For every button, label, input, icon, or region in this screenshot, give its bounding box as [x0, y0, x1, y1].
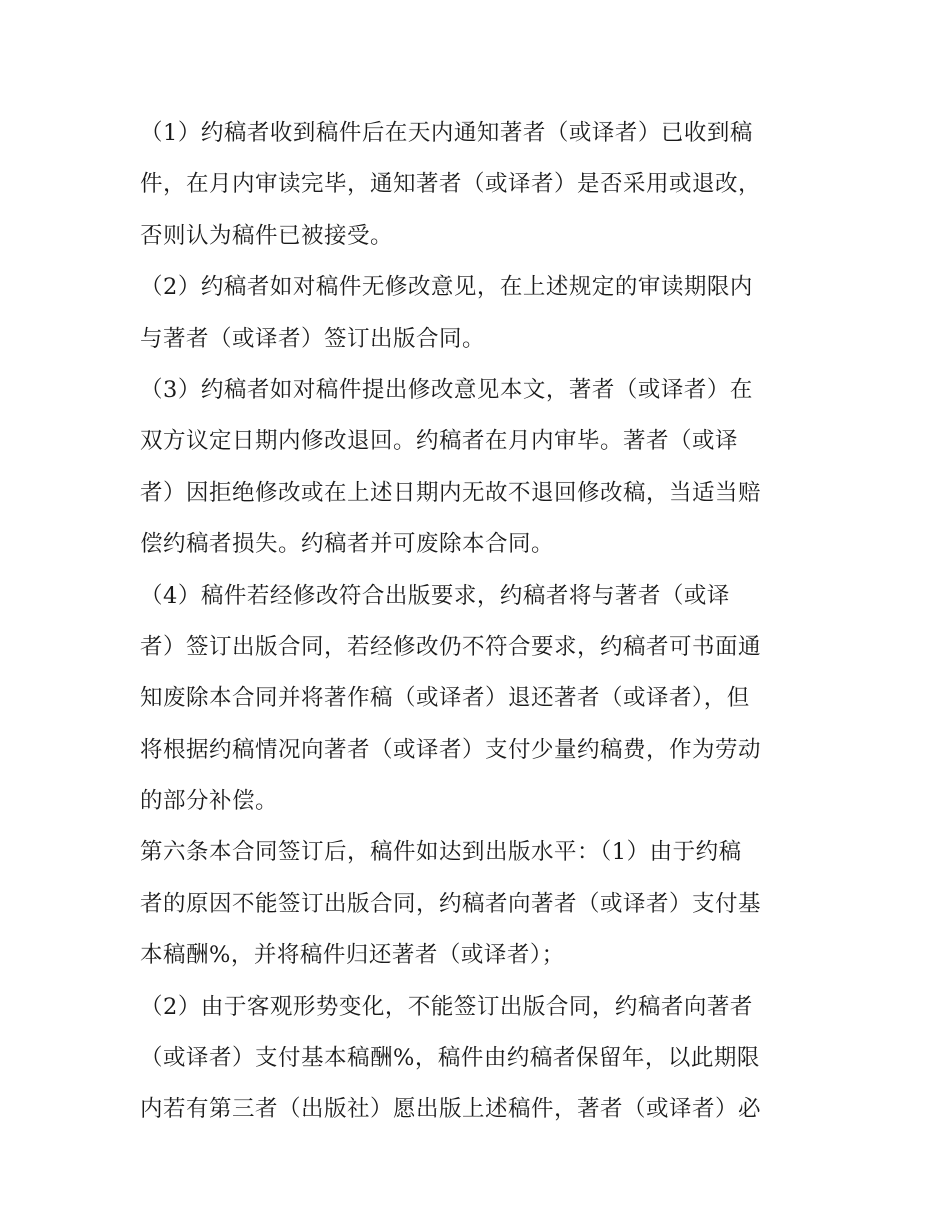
text-line: 者）因拒绝修改或在上述日期内无故不退回修改稿，当适当赔 [140, 479, 762, 506]
text-line: （1）约稿者收到稿件后在天内通知著者（或译者）已收到稿 [140, 120, 753, 146]
text-line: 知废除本合同并将著作稿（或译者）退还著者（或译者），但 [140, 685, 750, 712]
document-body [140, 108, 815, 1136]
text-line: 将根据约稿情况向著者（或译者）支付少量约稿费，作为劳动 [140, 736, 762, 763]
text-line: 双方议定日期内修改退回。约稿者在月内审毕。著者（或译 [140, 428, 739, 455]
text-line: 件，在月内审读完毕，通知著者（或译者）是否采用或退改， [140, 171, 762, 198]
text-line: 内若有第三者（出版社）愿出版上述稿件，著者（或译者）必 [140, 1096, 762, 1123]
text-line: 否则认为稿件已被接受。 [140, 222, 394, 249]
text-line: 偿约稿者损失。约稿者并可废除本合同。 [140, 531, 555, 558]
text-line: （2）由于客观形势变化，不能签订出版合同，约稿者向著者 [140, 993, 753, 1020]
text-line: （3）约稿者如对稿件提出修改意见本文，著者（或译者）在 [140, 376, 753, 403]
text-line: 本稿酬%，并将稿件归还著者（或译者）； [140, 942, 565, 969]
text-line: 的部分补偿。 [140, 788, 279, 815]
text-line: （或译者）支付基本稿酬%，稿件由约稿者保留年，以此期限 [140, 1045, 760, 1072]
text-line: 第六条本合同签订后，稿件如达到出版水平：（1）由于约稿 [140, 839, 742, 866]
text-line: （4）稿件若经修改符合出版要求，约稿者将与著者（或译 [140, 582, 730, 609]
text-line: （2）约稿者如对稿件无修改意见，在上述规定的审读期限内 [140, 274, 753, 301]
text-line: 与著者（或译者）签订出版合同。 [140, 325, 486, 352]
text-line: 者）签订出版合同，若经修改仍不符合要求，约稿者可书面通 [140, 633, 762, 660]
text-line: 者的原因不能签订出版合同，约稿者向著者（或译者）支付基 [140, 890, 762, 917]
